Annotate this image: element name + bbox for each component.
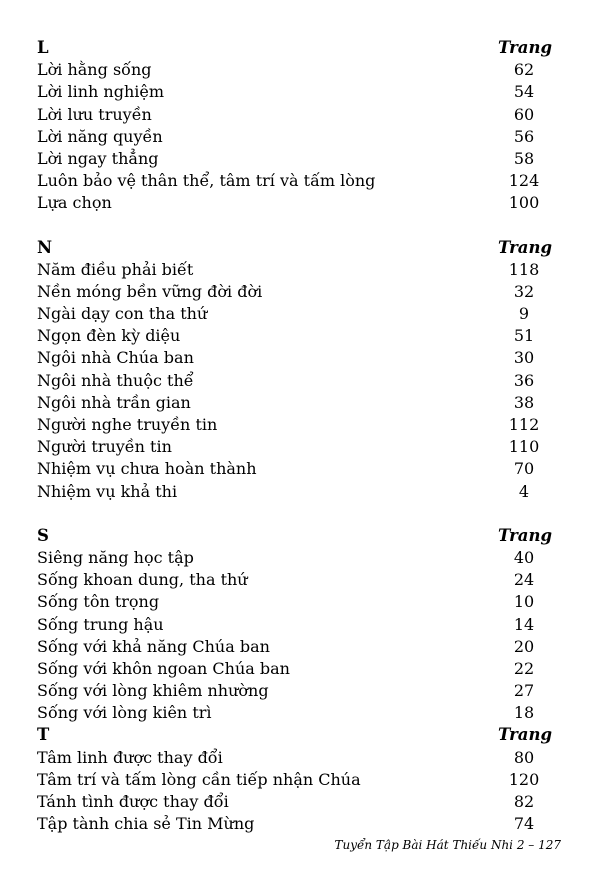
- entry-title: Lời lưu truyền: [37, 104, 152, 124]
- entry-title: Lựa chọn: [37, 193, 112, 213]
- section-header: [37, 525, 552, 547]
- entry-title: Sống với lòng khiêm nhường: [37, 681, 269, 701]
- index-entry: [37, 259, 552, 281]
- index-entry: [37, 59, 552, 81]
- index-entry: [37, 347, 552, 369]
- entry-page-number: 118: [508, 259, 540, 279]
- entry-title: Tâm linh được thay đổi: [37, 747, 223, 767]
- entry-page-number: 32: [513, 281, 535, 301]
- entry-title: Sống với khôn ngoan Chúa ban: [37, 658, 290, 678]
- entry-page-number: 74: [513, 814, 535, 834]
- entry-page-number: 14: [513, 614, 535, 634]
- entry-title: Lời hằng sống: [37, 60, 152, 80]
- entry-page-number: 120: [508, 769, 540, 789]
- index-entry: [37, 281, 552, 303]
- section-header: [37, 724, 552, 746]
- entry-title: Người nghe truyền tin: [37, 415, 218, 434]
- entry-title: Luôn bảo vệ thân thể, tâm trí và tấm lòng: [37, 171, 376, 191]
- entry-page-number: 70: [513, 459, 535, 479]
- entry-title: Sống với lòng kiên trì: [37, 703, 212, 723]
- section-header: [37, 37, 552, 59]
- entry-page-number: 24: [513, 570, 535, 590]
- entry-title: Năm điều phải biết: [37, 259, 194, 279]
- entry-page-number: 18: [513, 703, 535, 723]
- section-header: [37, 237, 552, 259]
- entry-page-number: 40: [513, 547, 535, 567]
- page-column-label: Trang: [498, 237, 552, 257]
- index-entry: [37, 436, 552, 458]
- entry-title: Nhiệm vụ chưa hoàn thành: [37, 459, 257, 479]
- entry-title: Ngài dạy con tha thứ: [37, 304, 208, 324]
- index-entry: [37, 591, 552, 613]
- index-entry: [37, 481, 552, 503]
- index-entry: [37, 126, 552, 148]
- entry-page-number: 22: [513, 658, 535, 678]
- entry-title: Lời ngay thẳng: [37, 148, 159, 168]
- entry-title: Tâm trí và tấm lòng cần tiếp nhận Chúa: [37, 769, 361, 789]
- entry-title: Ngôi nhà thuộc thể: [37, 370, 194, 390]
- entry-page-number: 51: [513, 326, 535, 346]
- entry-title: Sống khoan dung, tha thứ: [37, 570, 248, 590]
- entry-page-number: 38: [513, 392, 535, 412]
- entry-title: Nền móng bền vững đời đời: [37, 281, 263, 301]
- entry-title: Tập tành chia sẻ Tin Mừng: [37, 814, 255, 834]
- index-entry: [37, 325, 552, 347]
- index-entry: [37, 658, 552, 680]
- index-entry: [37, 414, 552, 436]
- index-entry: [37, 769, 552, 791]
- index-entry: [37, 702, 552, 724]
- entry-title: Lời năng quyền: [37, 126, 163, 146]
- entry-title: Người truyền tin: [37, 437, 172, 457]
- index-entry: [37, 813, 552, 835]
- index-entry: [37, 614, 552, 636]
- entry-page-number: 62: [513, 60, 535, 80]
- entry-page-number: 4: [518, 481, 530, 501]
- section-letter: L: [37, 38, 49, 57]
- entry-page-number: 110: [508, 437, 540, 457]
- section-n: [37, 237, 552, 503]
- index-entry: [37, 458, 552, 480]
- index-entry: [37, 791, 552, 813]
- index-content: [37, 37, 552, 835]
- index-entry: [37, 392, 552, 414]
- index-entry: [37, 547, 552, 569]
- entry-page-number: 82: [513, 792, 535, 811]
- entry-page-number: 10: [513, 592, 535, 612]
- section-s: [37, 525, 552, 725]
- index-entry: [37, 636, 552, 658]
- index-entry: [37, 148, 552, 170]
- index-entry: [37, 192, 552, 214]
- entry-page-number: 54: [513, 82, 535, 102]
- entry-page-number: 30: [513, 348, 535, 368]
- page-column-label: Trang: [498, 725, 552, 745]
- index-entry: [37, 747, 552, 769]
- entry-page-number: 56: [513, 126, 535, 146]
- entry-page-number: 60: [513, 104, 535, 124]
- index-entry: [37, 104, 552, 126]
- section-letter: T: [37, 725, 50, 745]
- page-column-label: Trang: [498, 38, 552, 57]
- entry-title: Siêng năng học tập: [37, 547, 194, 567]
- page-column-label: Trang: [498, 525, 552, 545]
- section-l: [37, 37, 552, 215]
- index-entry: [37, 81, 552, 103]
- section-letter: S: [37, 525, 49, 545]
- entry-page-number: 80: [513, 747, 535, 767]
- entry-title: Sống trung hậu: [37, 614, 164, 634]
- entry-page-number: 58: [513, 148, 535, 168]
- entry-page-number: 112: [508, 415, 540, 434]
- entry-title: Ngôi nhà Chúa ban: [37, 348, 194, 368]
- entry-page-number: 36: [513, 370, 535, 390]
- entry-title: Ngọn đèn kỳ diệu: [37, 326, 181, 346]
- entry-page-number: 27: [513, 681, 535, 701]
- page-footer: Tuyển Tập Bài Hát Thiếu Nhi 2 – 127: [334, 838, 561, 852]
- index-entry: [37, 569, 552, 591]
- entry-title: Sống tôn trọng: [37, 592, 160, 612]
- section-letter: N: [37, 237, 53, 257]
- section-t: [37, 724, 552, 835]
- entry-title: Sống với khả năng Chúa ban: [37, 636, 270, 656]
- entry-page-number: 9: [518, 304, 530, 324]
- entry-title: Tánh tình được thay đổi: [37, 792, 229, 811]
- index-entry: [37, 370, 552, 392]
- entry-title: Ngôi nhà trần gian: [37, 392, 191, 412]
- entry-page-number: 100: [508, 193, 540, 213]
- index-entry: [37, 170, 552, 192]
- entry-title: Nhiệm vụ khả thi: [37, 481, 178, 501]
- entry-page-number: 20: [513, 636, 535, 656]
- index-entry: [37, 303, 552, 325]
- entry-page-number: 124: [508, 171, 540, 191]
- index-entry: [37, 680, 552, 702]
- entry-title: Lời linh nghiệm: [37, 82, 164, 102]
